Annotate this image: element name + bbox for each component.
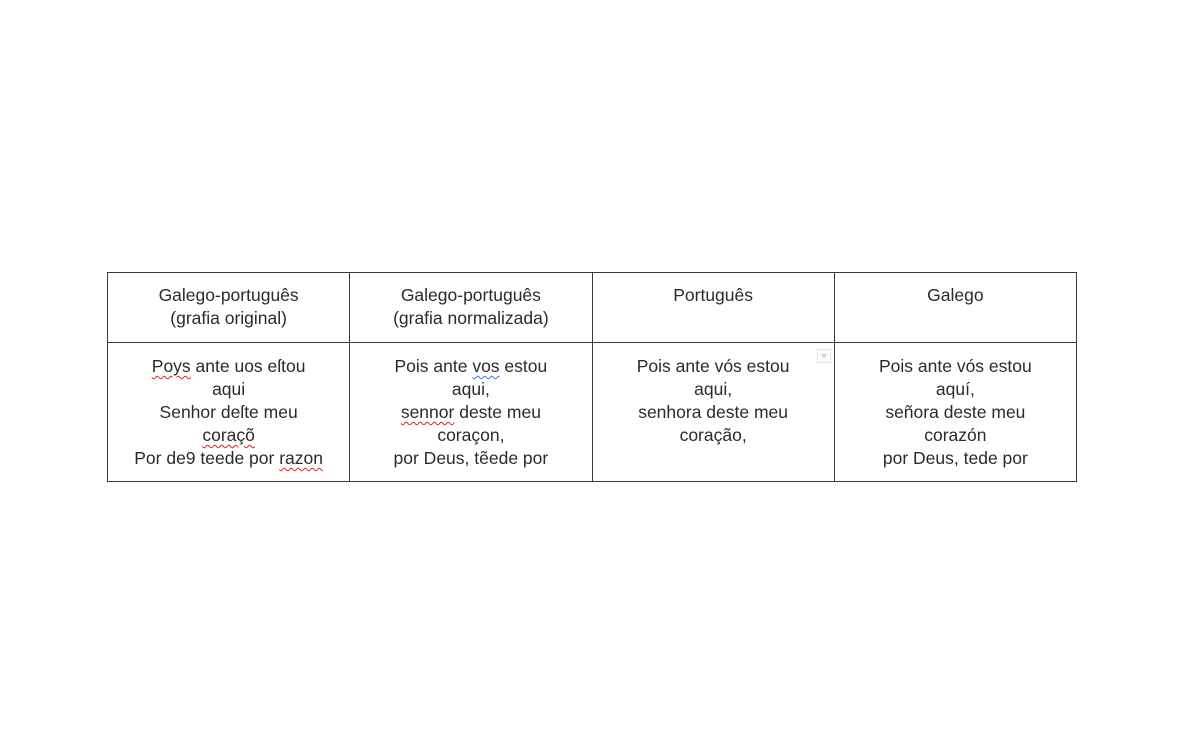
text-line: señora deste meu	[885, 402, 1026, 422]
text-line: sennor deste meu	[400, 402, 541, 422]
header-line: Português	[673, 285, 754, 305]
header-line: Galego-português	[158, 285, 299, 305]
text-line: senhora deste meu	[638, 402, 789, 422]
comparison-table	[107, 272, 1077, 482]
cell-galego-portugues-original[interactable]	[108, 343, 350, 482]
text-line: Pois ante vós estou	[879, 356, 1032, 376]
text-line: Senhor deſte meu	[159, 402, 298, 422]
text-line: aqui	[212, 379, 246, 399]
spellcheck-word[interactable]: Poys	[151, 356, 191, 376]
cell-galego-portugues-normalizada[interactable]	[350, 343, 592, 482]
text-line: corazón	[924, 425, 987, 445]
spellcheck-word[interactable]: sennor	[400, 402, 455, 422]
text-line: aquí,	[935, 379, 975, 399]
text-line: por Deus, tẽede por	[393, 448, 549, 468]
text-line: coração,	[679, 425, 747, 445]
header-line: (grafia normalizada)	[393, 308, 549, 328]
header-line: Galego	[927, 285, 984, 305]
header-cell-galego[interactable]	[834, 273, 1076, 343]
text-line: Poys ante uos eſtou	[151, 356, 306, 376]
header-cell-galego-portugues-normalizada[interactable]	[350, 273, 592, 343]
table-body-row	[108, 343, 1077, 482]
text-line	[112, 424, 345, 447]
header-line: (grafia original)	[170, 308, 287, 328]
cell-portugues[interactable]	[592, 343, 834, 482]
header-cell-portugues[interactable]	[592, 273, 834, 343]
header-cell-galego-portugues-original[interactable]	[108, 273, 350, 343]
cell-galego[interactable]	[834, 343, 1076, 482]
chevron-down-icon[interactable]	[817, 349, 831, 363]
text-line: Pois ante vos estou	[394, 356, 548, 376]
table-header-row	[108, 273, 1077, 343]
spellcheck-word[interactable]: coraçõ	[202, 425, 255, 445]
header-line: Galego-português	[400, 285, 541, 305]
text-line: coraçon,	[437, 425, 505, 445]
spellcheck-word[interactable]: razon	[279, 448, 323, 468]
text-line: Pois ante vós estou	[636, 356, 790, 376]
grammar-hint-word[interactable]: vos	[472, 356, 500, 376]
text-line: aqui,	[694, 379, 733, 399]
text-line: aqui,	[451, 379, 490, 399]
text-line: Por de9 teede por razon	[134, 448, 323, 468]
text-line: por Deus, tede por	[882, 448, 1028, 468]
